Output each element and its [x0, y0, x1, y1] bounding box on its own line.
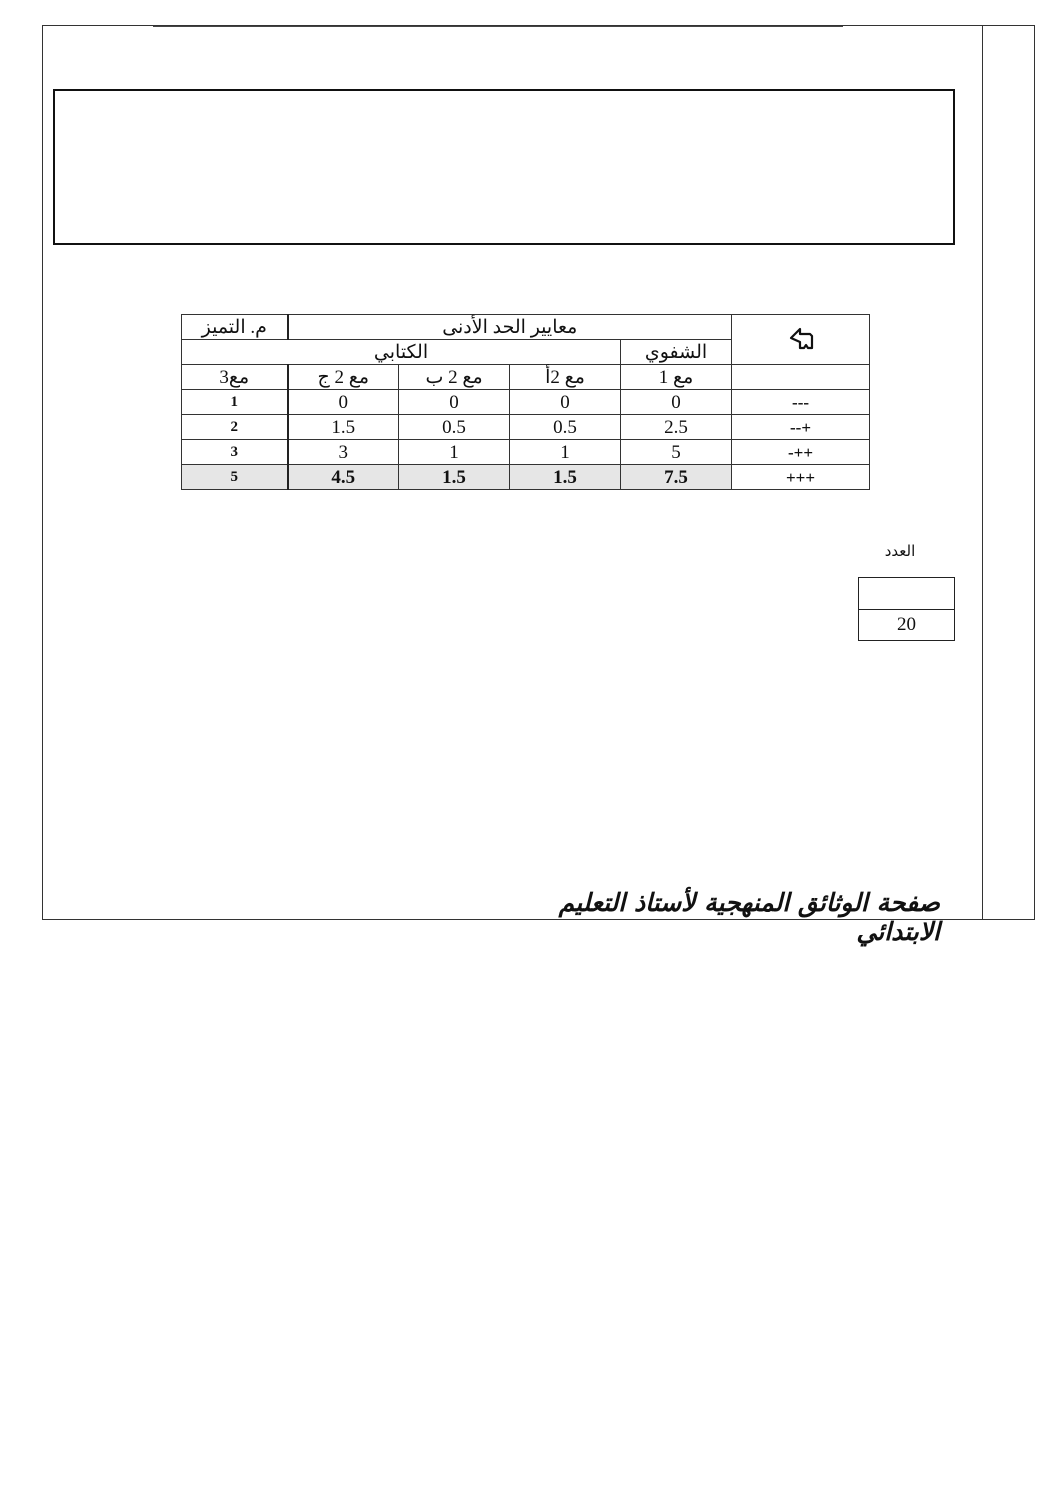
- score-cell: 1: [182, 390, 288, 415]
- score-cell: 1.5: [288, 415, 399, 440]
- group-written: الكتابي: [182, 340, 621, 365]
- score-cell: 0.5: [510, 415, 621, 440]
- table-row: [182, 390, 870, 415]
- top-rule: [153, 26, 843, 27]
- table-row: [182, 415, 870, 440]
- level-symbol: ---: [732, 390, 870, 415]
- count-box: [858, 577, 955, 641]
- level-symbol: ++-: [732, 440, 870, 465]
- score-cell: 5: [182, 465, 288, 490]
- criterion-label: مع 2أ: [510, 365, 621, 390]
- count-divider: [859, 609, 954, 610]
- score-cell: 0: [621, 390, 732, 415]
- table-row-total: [182, 465, 870, 490]
- margin-rule: [982, 25, 983, 920]
- score-cell: 1: [510, 440, 621, 465]
- level-symbol: +++: [732, 465, 870, 490]
- score-cell: 3: [288, 440, 399, 465]
- score-cell: 3: [182, 440, 288, 465]
- score-cell: 1: [399, 440, 510, 465]
- footer-title: صفحة الوثائق المنهجية لأستاذ التعليم الابتدائي: [558, 888, 940, 946]
- level-symbol: +--: [732, 415, 870, 440]
- grading-table: [181, 314, 870, 490]
- group-oral: الشفوي: [621, 340, 732, 365]
- criterion-label: مع 2 ب: [399, 365, 510, 390]
- score-cell: 2: [182, 415, 288, 440]
- criterion-label: مع 2 ج: [288, 365, 399, 390]
- score-cell: 7.5: [621, 465, 732, 490]
- criterion-label: مع 1: [621, 365, 732, 390]
- count-value: 20: [897, 614, 916, 635]
- criteria-spacer: [732, 365, 870, 390]
- count-label: العدد: [884, 542, 916, 560]
- score-cell: 0: [510, 390, 621, 415]
- table-row: [182, 440, 870, 465]
- score-cell: 0: [399, 390, 510, 415]
- score-cell: 5: [621, 440, 732, 465]
- score-cell: 4.5: [288, 465, 399, 490]
- score-cell: 1.5: [510, 465, 621, 490]
- criterion-label: مع3: [182, 365, 288, 390]
- score-cell: 0: [288, 390, 399, 415]
- score-cell: 0.5: [399, 415, 510, 440]
- header-excellence: م. التميز: [182, 315, 288, 340]
- empty-text-box: [53, 89, 955, 245]
- score-cell: 2.5: [621, 415, 732, 440]
- score-cell: 1.5: [399, 465, 510, 490]
- hand-pointer-icon: [732, 315, 870, 365]
- header-minimum-criteria: معايير الحد الأدنى: [288, 315, 732, 340]
